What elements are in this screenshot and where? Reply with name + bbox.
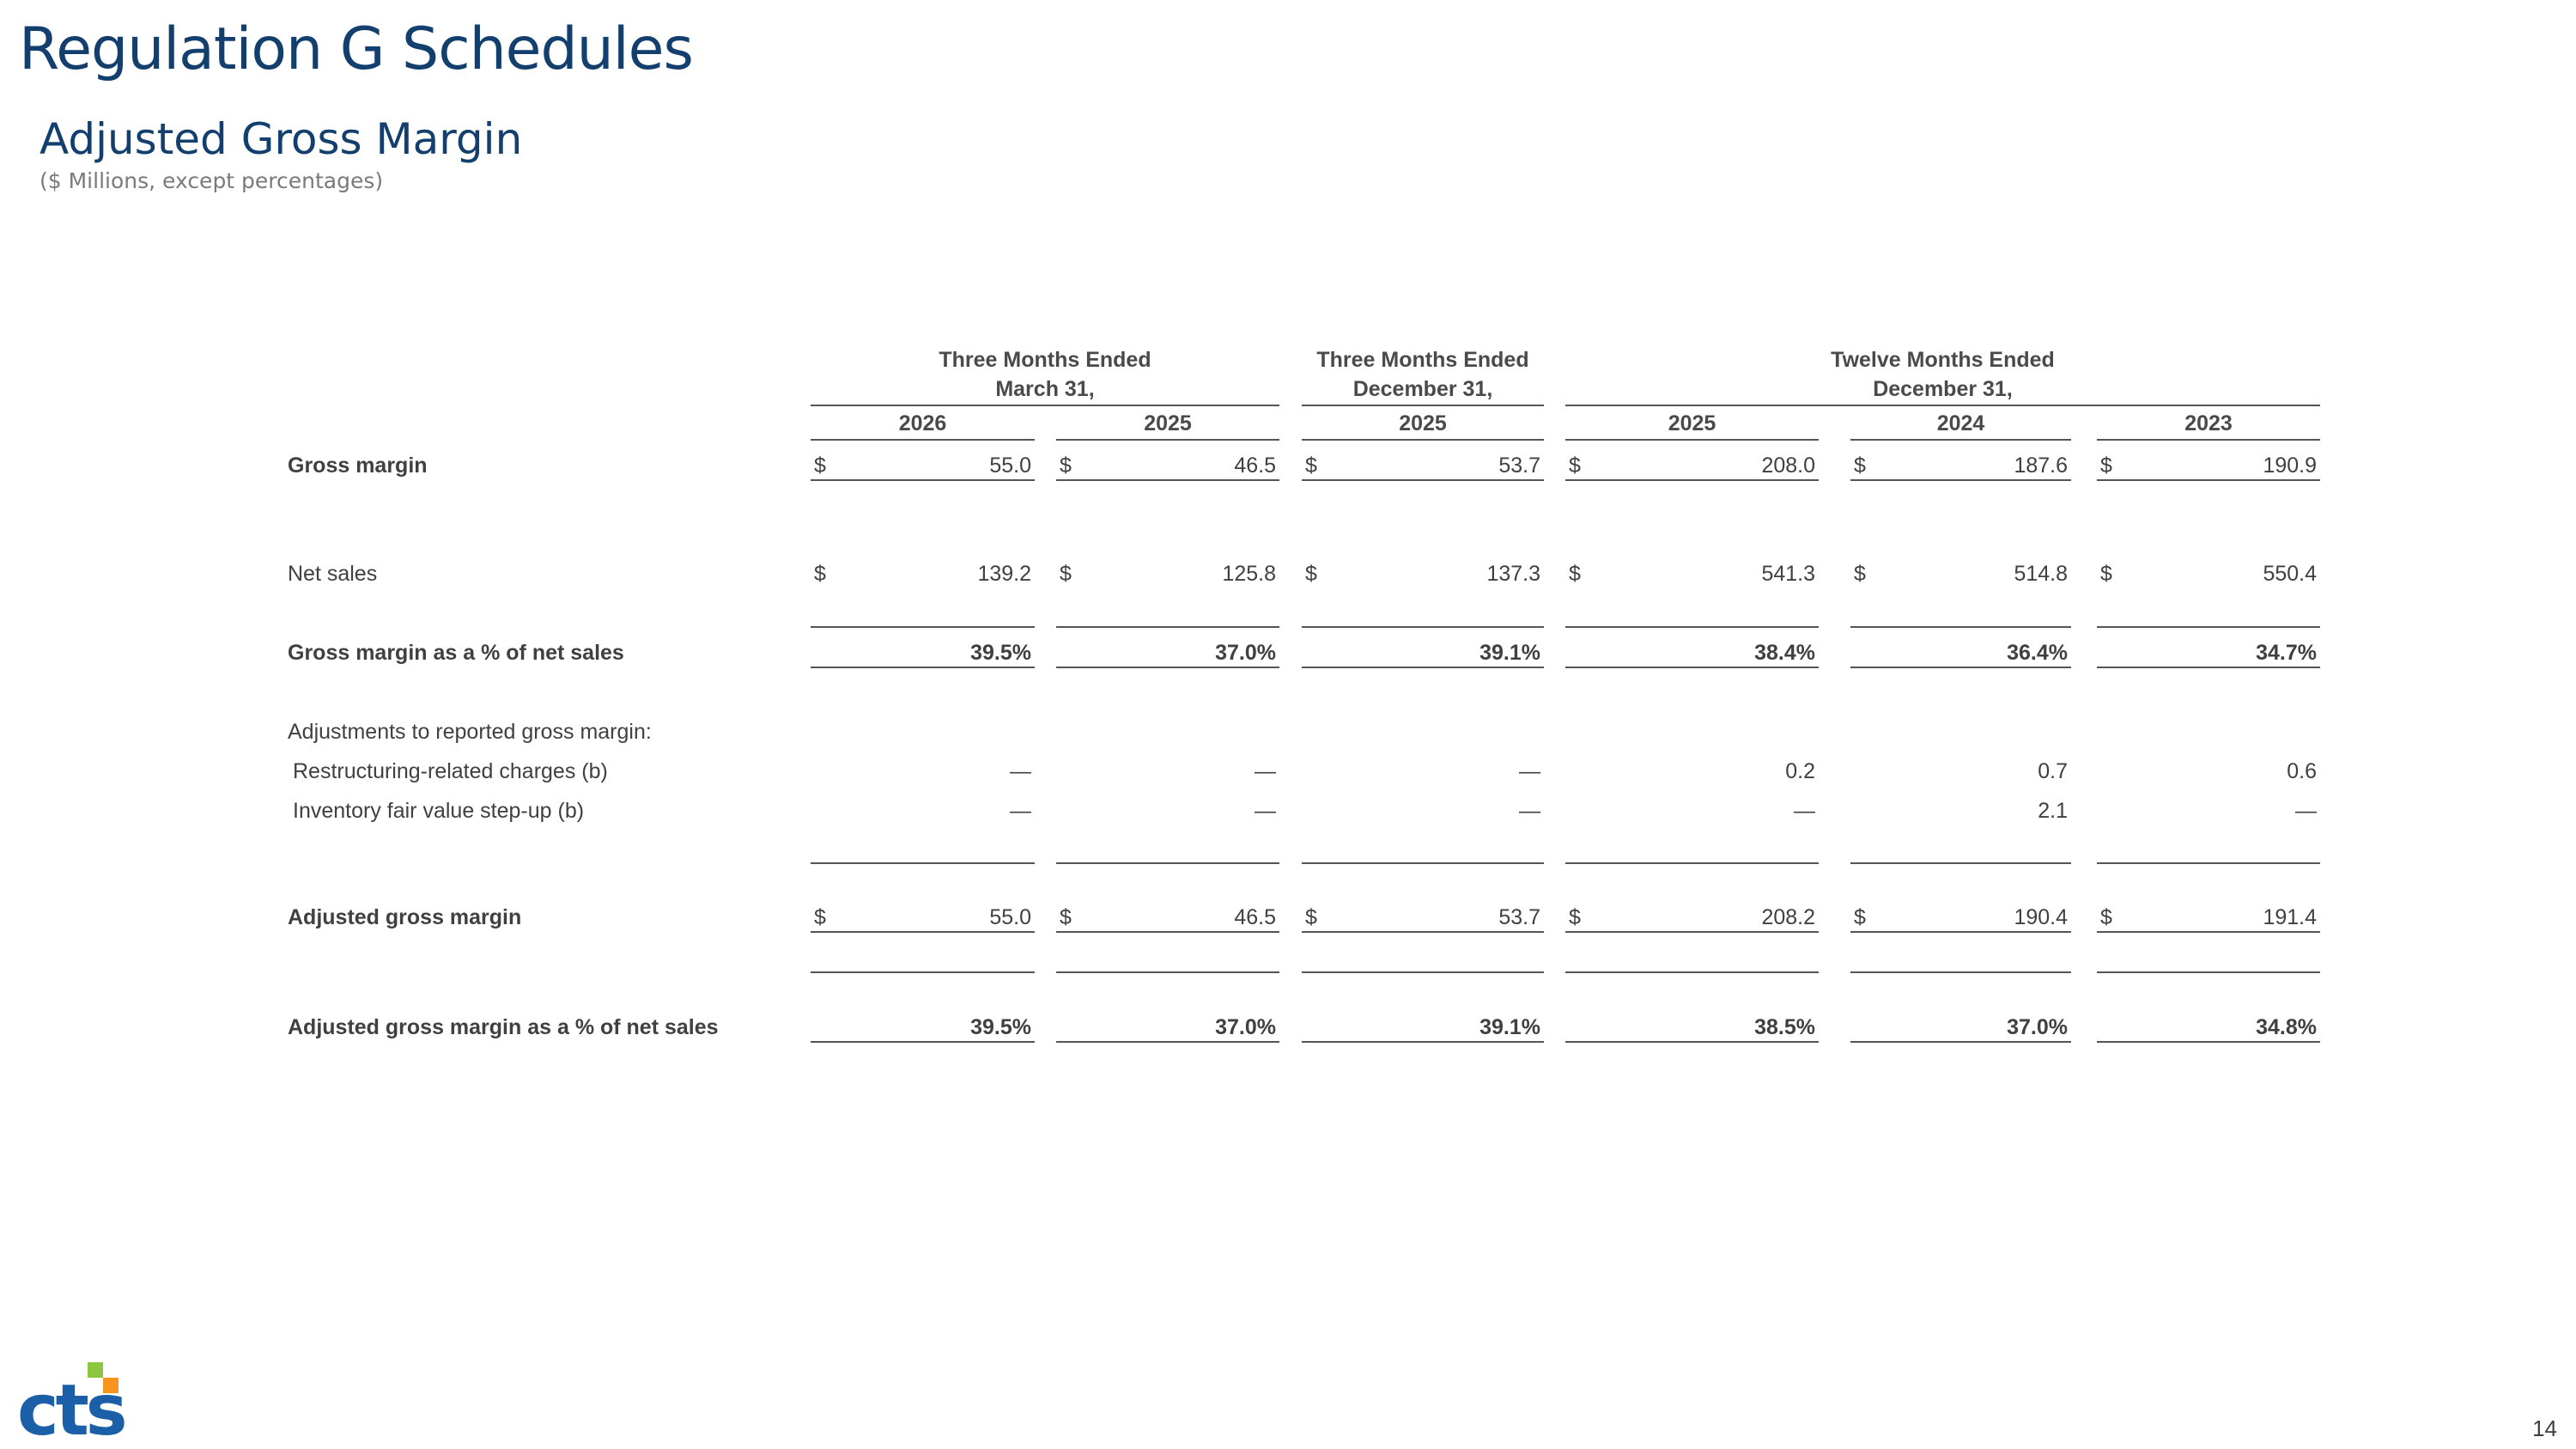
row-label: Restructuring-related charges (b) xyxy=(293,759,608,783)
year-underline xyxy=(1056,439,1279,441)
table-cell-value: 191.4 xyxy=(2263,905,2317,929)
row-label: Adjusted gross margin as a % of net sales xyxy=(288,1015,719,1039)
table-cell-value: 190.9 xyxy=(2263,454,2317,478)
table-cell-value: 0.2 xyxy=(1785,759,1815,783)
subtotal-rule xyxy=(2097,626,2320,628)
table-cell-value: — xyxy=(1255,759,1276,783)
table-cell-value: 55.0 xyxy=(989,454,1031,478)
year-underline xyxy=(811,439,1035,441)
subtotal-rule xyxy=(1056,626,1279,628)
currency-symbol: $ xyxy=(2100,905,2112,929)
year-underline xyxy=(1302,439,1544,441)
subtotal-rule xyxy=(1850,971,2071,973)
cell-underline xyxy=(1850,1041,2071,1043)
currency-symbol: $ xyxy=(1305,562,1317,586)
table-cell-value: — xyxy=(1010,799,1031,823)
currency-symbol: $ xyxy=(1060,454,1072,478)
page-number: 14 xyxy=(2532,1416,2557,1441)
year-header: 2025 xyxy=(1668,411,1716,435)
cell-underline xyxy=(1056,931,1279,933)
cell-underline xyxy=(811,1041,1035,1043)
currency-symbol: $ xyxy=(1060,562,1072,586)
table-cell-value: 187.6 xyxy=(2014,454,2068,478)
cell-underline xyxy=(2097,1041,2320,1043)
cell-underline xyxy=(1565,479,1819,481)
table-cell-value: 0.7 xyxy=(2038,759,2068,783)
cell-underline xyxy=(1565,1041,1819,1043)
column-group-period: Three Months Ended xyxy=(1316,348,1529,372)
units-subtitle: ($ Millions, except percentages) xyxy=(39,168,384,193)
table-cell-value: — xyxy=(1519,759,1540,783)
table-cell-value: — xyxy=(1794,799,1815,823)
cell-underline xyxy=(1850,667,2071,668)
cell-underline xyxy=(811,667,1035,668)
table-cell-value: 514.8 xyxy=(2014,562,2068,586)
table-cell-value: — xyxy=(1519,799,1540,823)
currency-symbol: $ xyxy=(814,454,826,478)
currency-symbol: $ xyxy=(814,905,826,929)
table-cell-value: 36.4% xyxy=(2007,641,2068,665)
cell-underline xyxy=(1302,667,1544,668)
currency-symbol: $ xyxy=(1569,905,1581,929)
table-cell-value: 53.7 xyxy=(1498,905,1540,929)
table-cell-value: 34.8% xyxy=(2256,1015,2317,1039)
year-header: 2025 xyxy=(1399,411,1447,435)
subtotal-rule xyxy=(1302,862,1544,864)
subtotal-rule xyxy=(1565,862,1819,864)
row-label: Net sales xyxy=(288,562,378,586)
year-underline xyxy=(1850,439,2071,441)
year-header: 2026 xyxy=(898,411,947,435)
table-cell-value: 38.4% xyxy=(1754,641,1815,665)
cell-underline xyxy=(2097,931,2320,933)
column-group-date: December 31, xyxy=(1352,377,1493,401)
cell-underline xyxy=(2097,479,2320,481)
subtotal-rule xyxy=(2097,971,2320,973)
group-underline xyxy=(811,405,1279,406)
currency-symbol: $ xyxy=(814,562,826,586)
subtotal-rule xyxy=(1850,862,2071,864)
subtotal-rule xyxy=(1302,971,1544,973)
table-cell-value: 208.0 xyxy=(1761,454,1815,478)
cell-underline xyxy=(1565,931,1819,933)
column-group-period: Twelve Months Ended xyxy=(1831,348,2055,372)
currency-symbol: $ xyxy=(1569,454,1581,478)
table-cell-value: — xyxy=(1255,799,1276,823)
currency-symbol: $ xyxy=(1854,905,1866,929)
column-group-header xyxy=(1565,345,2320,404)
row-label: Inventory fair value step-up (b) xyxy=(293,799,585,823)
cell-underline xyxy=(1056,479,1279,481)
table-cell-value: 55.0 xyxy=(989,905,1031,929)
column-group-header xyxy=(1302,345,1544,404)
cell-underline xyxy=(811,479,1035,481)
cell-underline xyxy=(811,931,1035,933)
currency-symbol: $ xyxy=(2100,562,2112,586)
currency-symbol: $ xyxy=(2100,454,2112,478)
cell-underline xyxy=(1302,1041,1544,1043)
cell-underline xyxy=(1302,479,1544,481)
subtotal-rule xyxy=(1056,971,1279,973)
year-underline xyxy=(1565,439,1819,441)
subtotal-rule xyxy=(811,971,1035,973)
group-underline xyxy=(1302,405,1544,406)
table-cell-value: 39.1% xyxy=(1479,1015,1540,1039)
year-underline xyxy=(2097,439,2320,441)
currency-symbol: $ xyxy=(1854,454,1866,478)
table-cell-value: 137.3 xyxy=(1486,562,1540,586)
table-cell-value: 550.4 xyxy=(2263,562,2317,586)
table-cell-value: 46.5 xyxy=(1234,454,1276,478)
table-cell-value: 125.8 xyxy=(1222,562,1276,586)
table-cell-value: 190.4 xyxy=(2014,905,2068,929)
cell-underline xyxy=(1056,667,1279,668)
year-header: 2024 xyxy=(1936,411,1985,435)
group-underline xyxy=(1565,405,2320,406)
subtotal-rule xyxy=(1565,971,1819,973)
table-cell-value: 139.2 xyxy=(977,562,1031,586)
table-cell-value: 39.5% xyxy=(970,1015,1031,1039)
cell-underline xyxy=(1056,1041,1279,1043)
subtotal-rule xyxy=(811,626,1035,628)
column-group-header xyxy=(811,345,1279,404)
logo-wordmark: cts xyxy=(17,1370,125,1438)
row-label: Gross margin as a % of net sales xyxy=(288,641,624,665)
table-cell-value: 2.1 xyxy=(2038,799,2068,823)
table-cell-value: 0.6 xyxy=(2287,759,2317,783)
cell-underline xyxy=(1850,931,2071,933)
column-group-date: December 31, xyxy=(1873,377,2013,401)
row-label: Gross margin xyxy=(288,454,428,478)
subtotal-rule xyxy=(1056,862,1279,864)
cell-underline xyxy=(2097,667,2320,668)
table-cell-value: 34.7% xyxy=(2256,641,2317,665)
page-title: Regulation G Schedules xyxy=(19,15,693,83)
currency-symbol: $ xyxy=(1569,562,1581,586)
row-label: Adjustments to reported gross margin: xyxy=(288,720,652,744)
table-cell-value: 208.2 xyxy=(1761,905,1815,929)
table-cell-value: — xyxy=(1010,759,1031,783)
cts-logo xyxy=(17,1361,155,1438)
table-cell-value: 37.0% xyxy=(1215,1015,1276,1039)
table-cell-value: 39.1% xyxy=(1479,641,1540,665)
table-cell-value: 38.5% xyxy=(1754,1015,1815,1039)
column-group-date: March 31, xyxy=(995,377,1095,401)
section-title: Adjusted Gross Margin xyxy=(39,114,523,164)
table-cell-value: 37.0% xyxy=(2007,1015,2068,1039)
subtotal-rule xyxy=(1302,626,1544,628)
table-cell-value: — xyxy=(2295,799,2317,823)
year-header: 2025 xyxy=(1144,411,1192,435)
column-group-period: Three Months Ended xyxy=(939,348,1151,372)
subtotal-rule xyxy=(1850,626,2071,628)
table-cell-value: 46.5 xyxy=(1234,905,1276,929)
table-cell-value: 37.0% xyxy=(1215,641,1276,665)
table-cell-value: 541.3 xyxy=(1761,562,1815,586)
currency-symbol: $ xyxy=(1305,454,1317,478)
subtotal-rule xyxy=(2097,862,2320,864)
cell-underline xyxy=(1850,479,2071,481)
currency-symbol: $ xyxy=(1060,905,1072,929)
table-cell-value: 53.7 xyxy=(1498,454,1540,478)
cell-underline xyxy=(1302,931,1544,933)
year-header: 2023 xyxy=(2184,411,2233,435)
subtotal-rule xyxy=(1565,626,1819,628)
currency-symbol: $ xyxy=(1854,562,1866,586)
cell-underline xyxy=(1565,667,1819,668)
currency-symbol: $ xyxy=(1305,905,1317,929)
subtotal-rule xyxy=(811,862,1035,864)
table-cell-value: 39.5% xyxy=(970,641,1031,665)
row-label: Adjusted gross margin xyxy=(288,905,522,929)
